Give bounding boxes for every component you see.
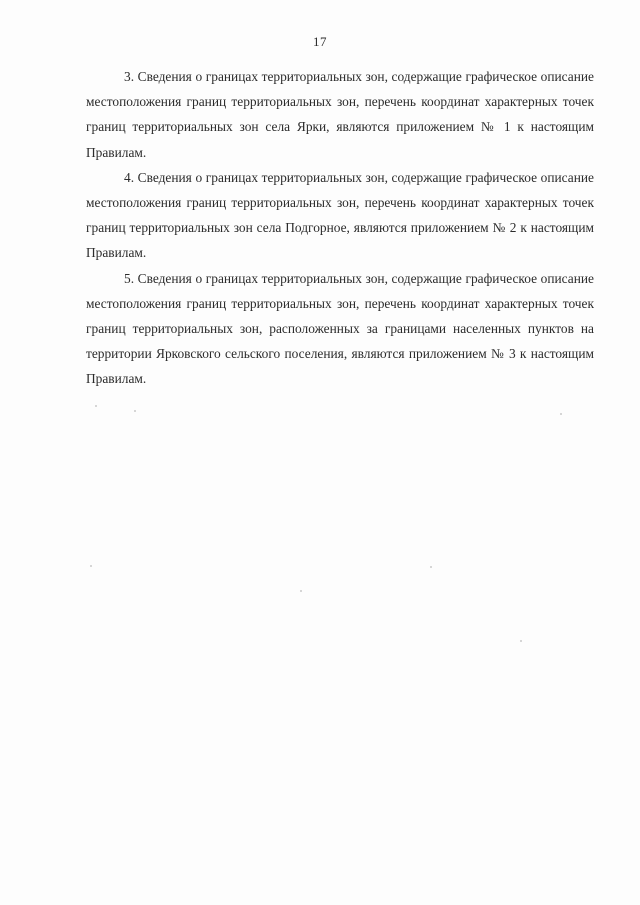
page-number: 17 bbox=[313, 34, 327, 49]
paragraph-item-5: 5. Сведения о границах территориальных зон, содержащие графическое описание местоположения границ территориальных зон, перечень координат характерных точек границ территориальных зон, расположенных за границами населенных пунктов на территории Ярковского сельского поселения, являются приложением № 3 к настоящим Правилам. bbox=[86, 270, 594, 387]
paragraph-item-4: 4. Сведения о границах территориальных зон, содержащие графическое описание местоположения границ территориальных зон, перечень координат характерных точек границ территориальных зон села Подгорное, являются приложением № 2 к настоящим Правилам. bbox=[86, 169, 594, 261]
scan-speck bbox=[90, 565, 92, 567]
paragraph-item-3: 3. Сведения о границах территориальных зон, содержащие графическое описание местоположения границ территориальных зон, перечень координат характерных точек границ территориальных зон села Ярки, являются приложением № 1 к настоящим Правилам. bbox=[86, 69, 594, 160]
scan-speck bbox=[95, 405, 97, 407]
document-body bbox=[86, 64, 594, 392]
scan-speck bbox=[560, 413, 562, 415]
scan-speck bbox=[430, 566, 432, 568]
scan-speck bbox=[134, 410, 136, 412]
scan-speck bbox=[520, 640, 522, 642]
scan-speck bbox=[300, 590, 302, 592]
